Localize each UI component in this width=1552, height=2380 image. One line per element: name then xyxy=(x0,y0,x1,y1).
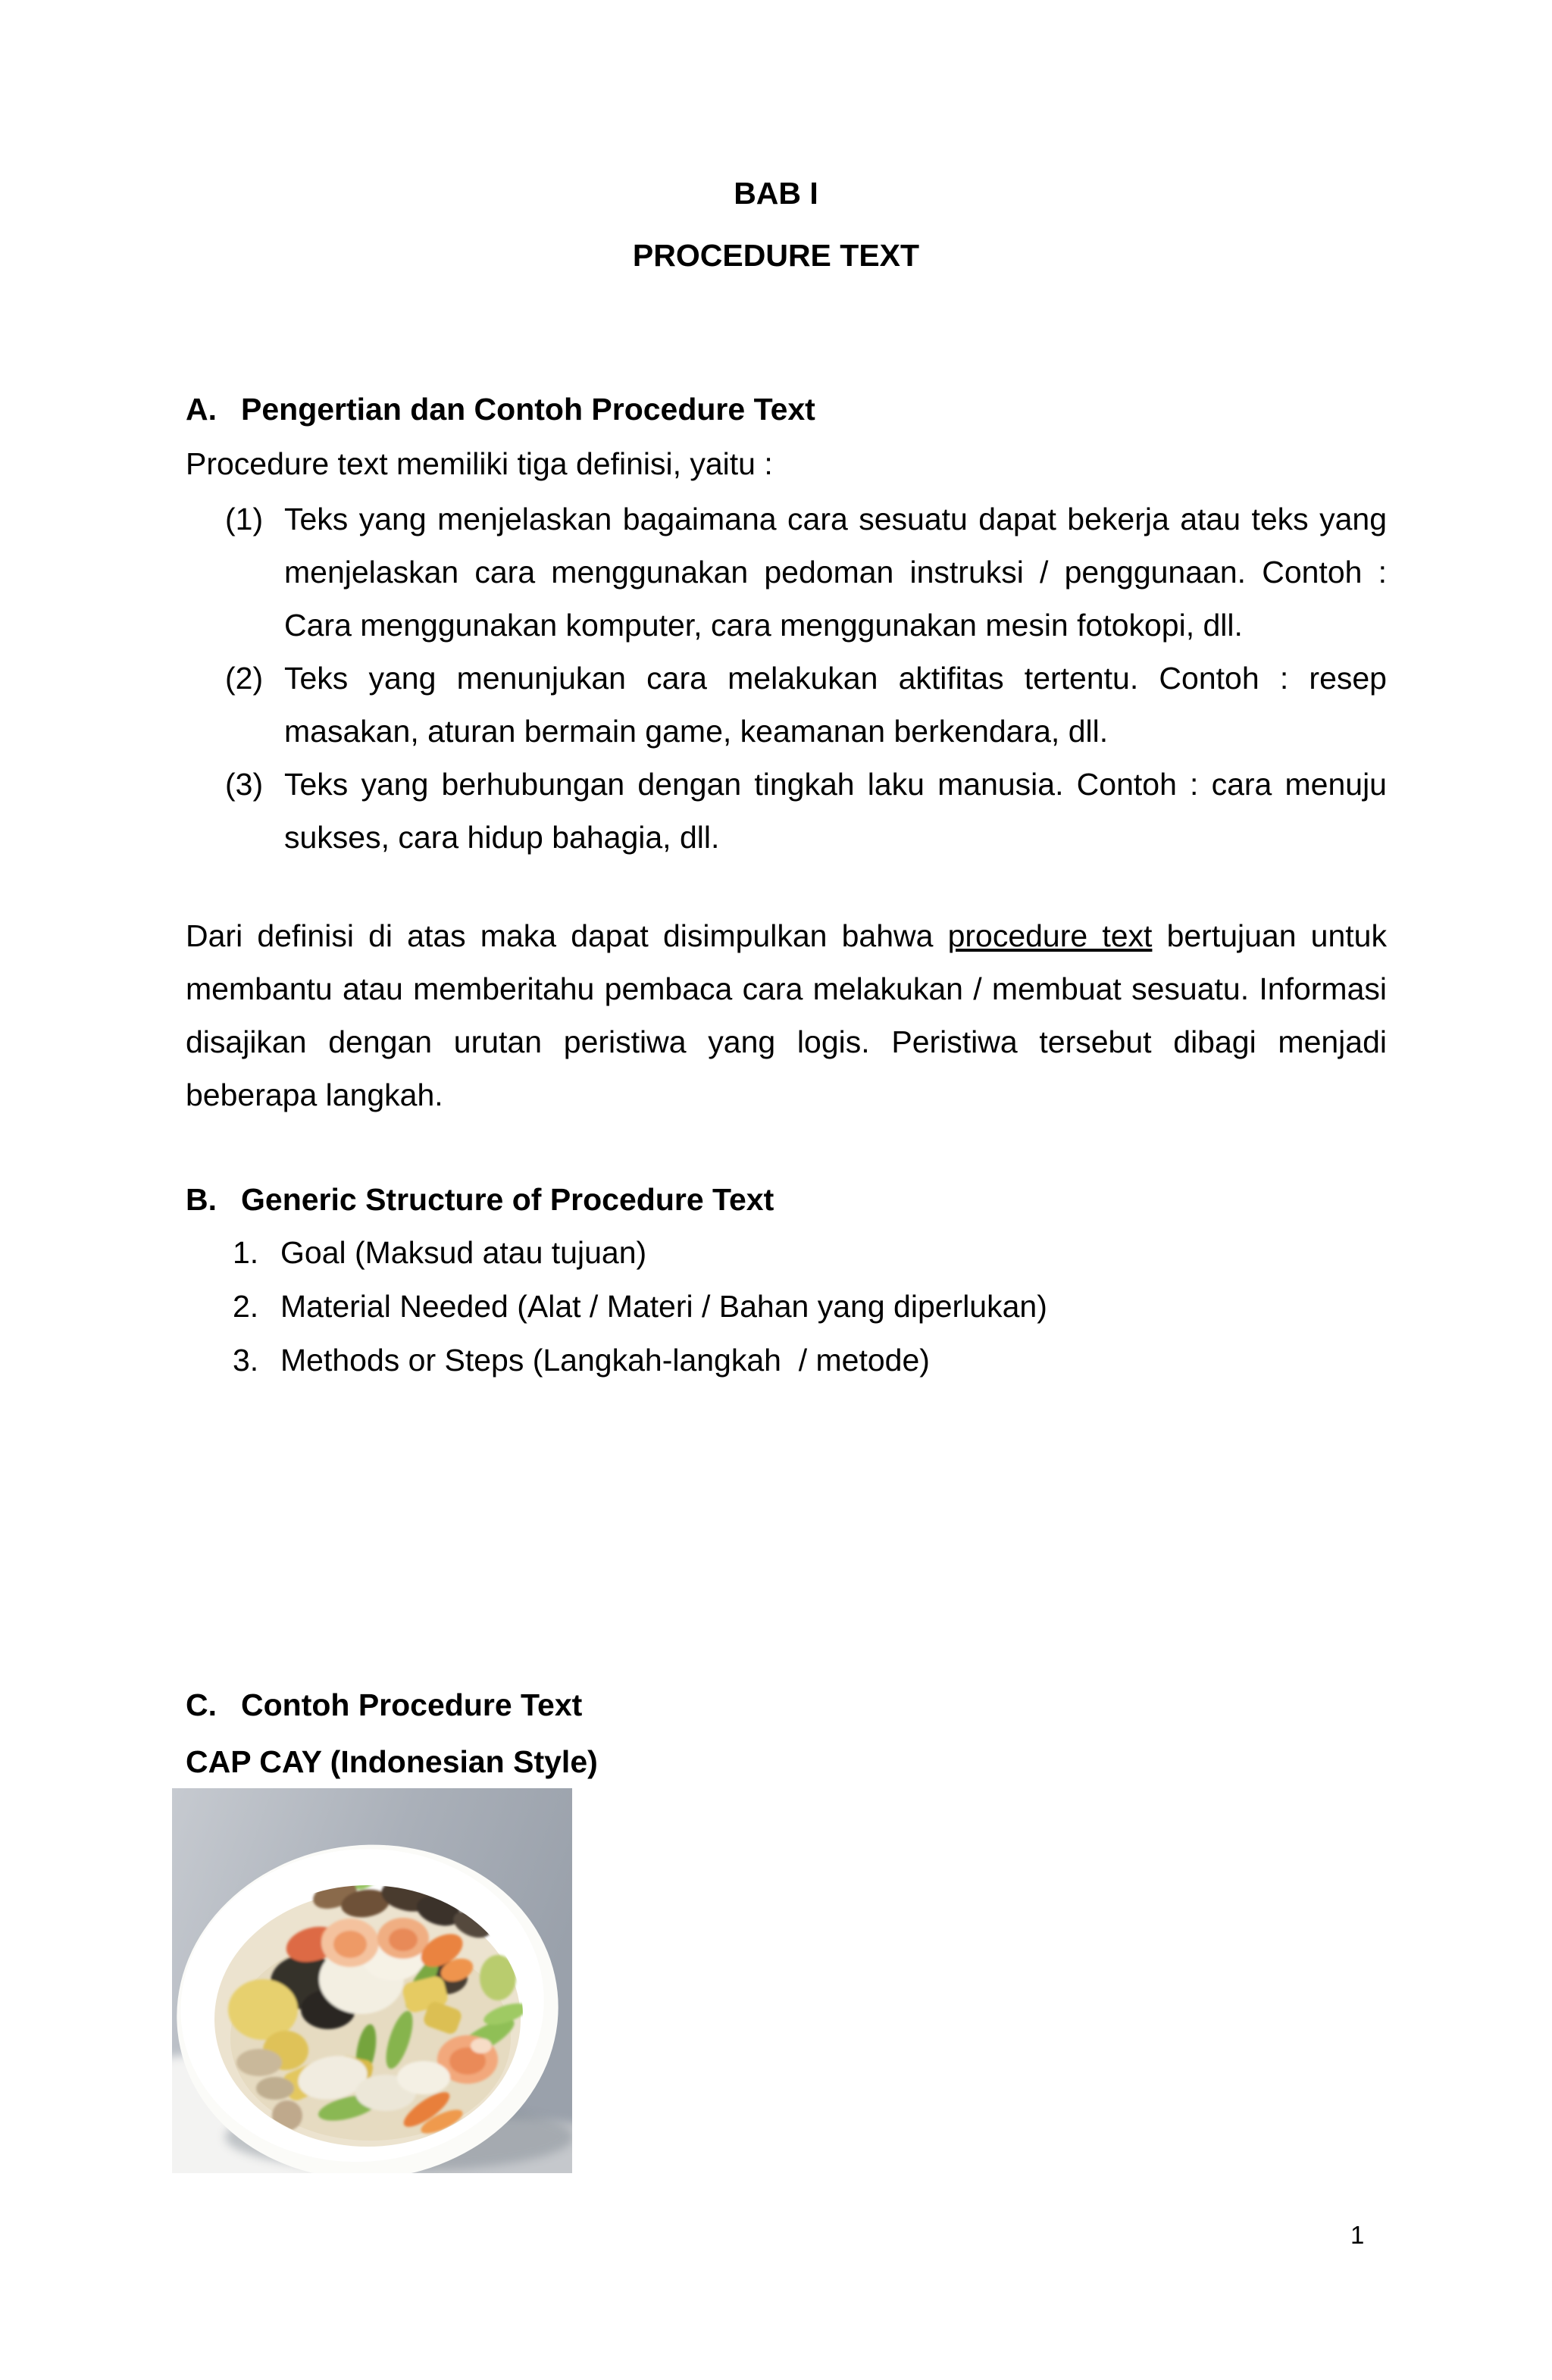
section-a-heading xyxy=(186,383,1387,436)
section-a-marker: A. xyxy=(186,392,217,427)
list-item-marker: (2) xyxy=(225,661,264,696)
definition-list xyxy=(225,493,1387,864)
page-number: 1 xyxy=(1350,2221,1365,2249)
list-item-marker: (3) xyxy=(225,767,264,802)
chapter-subtitle: PROCEDURE TEXT xyxy=(632,238,920,273)
list-item-marker: (1) xyxy=(225,502,264,536)
list-item-text: Goal (Maksud atau tujuan) xyxy=(280,1235,647,1270)
section-b-heading xyxy=(186,1173,1387,1226)
section-b-marker: B. xyxy=(186,1182,217,1217)
list-item xyxy=(225,493,1387,652)
conclusion-paragraph xyxy=(186,909,1387,1121)
section-c-marker: C. xyxy=(186,1687,217,1722)
section-a-title: Pengertian dan Contoh Procedure Text xyxy=(241,392,815,427)
conclusion-text-after: bertujuan untuk membantu atau memberitahu pembaca cara melakukan / membuat sesuatu. Informasi disajikan dengan urutan peristiwa yang logis. Peristiwa tersebut dibagi menjadi beberapa langkah. xyxy=(186,918,1387,1112)
list-item-text: Teks yang menjelaskan bagaimana cara sesuatu dapat bekerja atau teks yang menjelaskan cara menggunakan pedoman instruksi / penggunaan. Contoh : Cara menggunakan komputer, cara menggunakan mesin fotokopi, dll. xyxy=(284,502,1387,643)
list-item xyxy=(233,1226,1387,1280)
section-b-title: Generic Structure of Procedure Text xyxy=(241,1182,774,1217)
list-item-text: Teks yang berhubungan dengan tingkah laku manusia. Contoh : cara menuju sukses, cara hidup bahagia, dll. xyxy=(284,767,1387,855)
example-title: CAP CAY (Indonesian Style) xyxy=(186,1744,598,1779)
section-a-intro: Procedure text memiliki tiga definisi, yaitu : xyxy=(186,446,773,481)
list-item xyxy=(233,1334,1387,1387)
structure-list xyxy=(233,1226,1387,1387)
list-item-text: Methods or Steps (Langkah-langkah / metode) xyxy=(280,1343,930,1378)
list-item xyxy=(225,758,1387,864)
list-item-marker: 1. xyxy=(233,1235,259,1270)
list-item-text: Material Needed (Alat / Materi / Bahan yang diperlukan) xyxy=(280,1289,1047,1324)
conclusion-text-before: Dari definisi di atas maka dapat disimpulkan bahwa xyxy=(186,918,948,953)
list-item xyxy=(225,652,1387,758)
list-item-text: Teks yang menunjukan cara melakukan aktifitas tertentu. Contoh : resep masakan, aturan bermain game, keamanan berkendara, dll. xyxy=(284,661,1387,749)
list-item xyxy=(233,1280,1387,1334)
list-item-marker: 2. xyxy=(233,1289,259,1324)
section-c-heading xyxy=(186,1678,1387,1731)
capcay-photo-graphic xyxy=(172,1788,572,2173)
chapter-title: BAB I xyxy=(734,176,818,211)
list-item-marker: 3. xyxy=(233,1343,259,1378)
section-c-title: Contoh Procedure Text xyxy=(241,1687,583,1722)
underlined-term: procedure text xyxy=(947,918,1153,953)
capcay-photo xyxy=(172,1788,572,2173)
